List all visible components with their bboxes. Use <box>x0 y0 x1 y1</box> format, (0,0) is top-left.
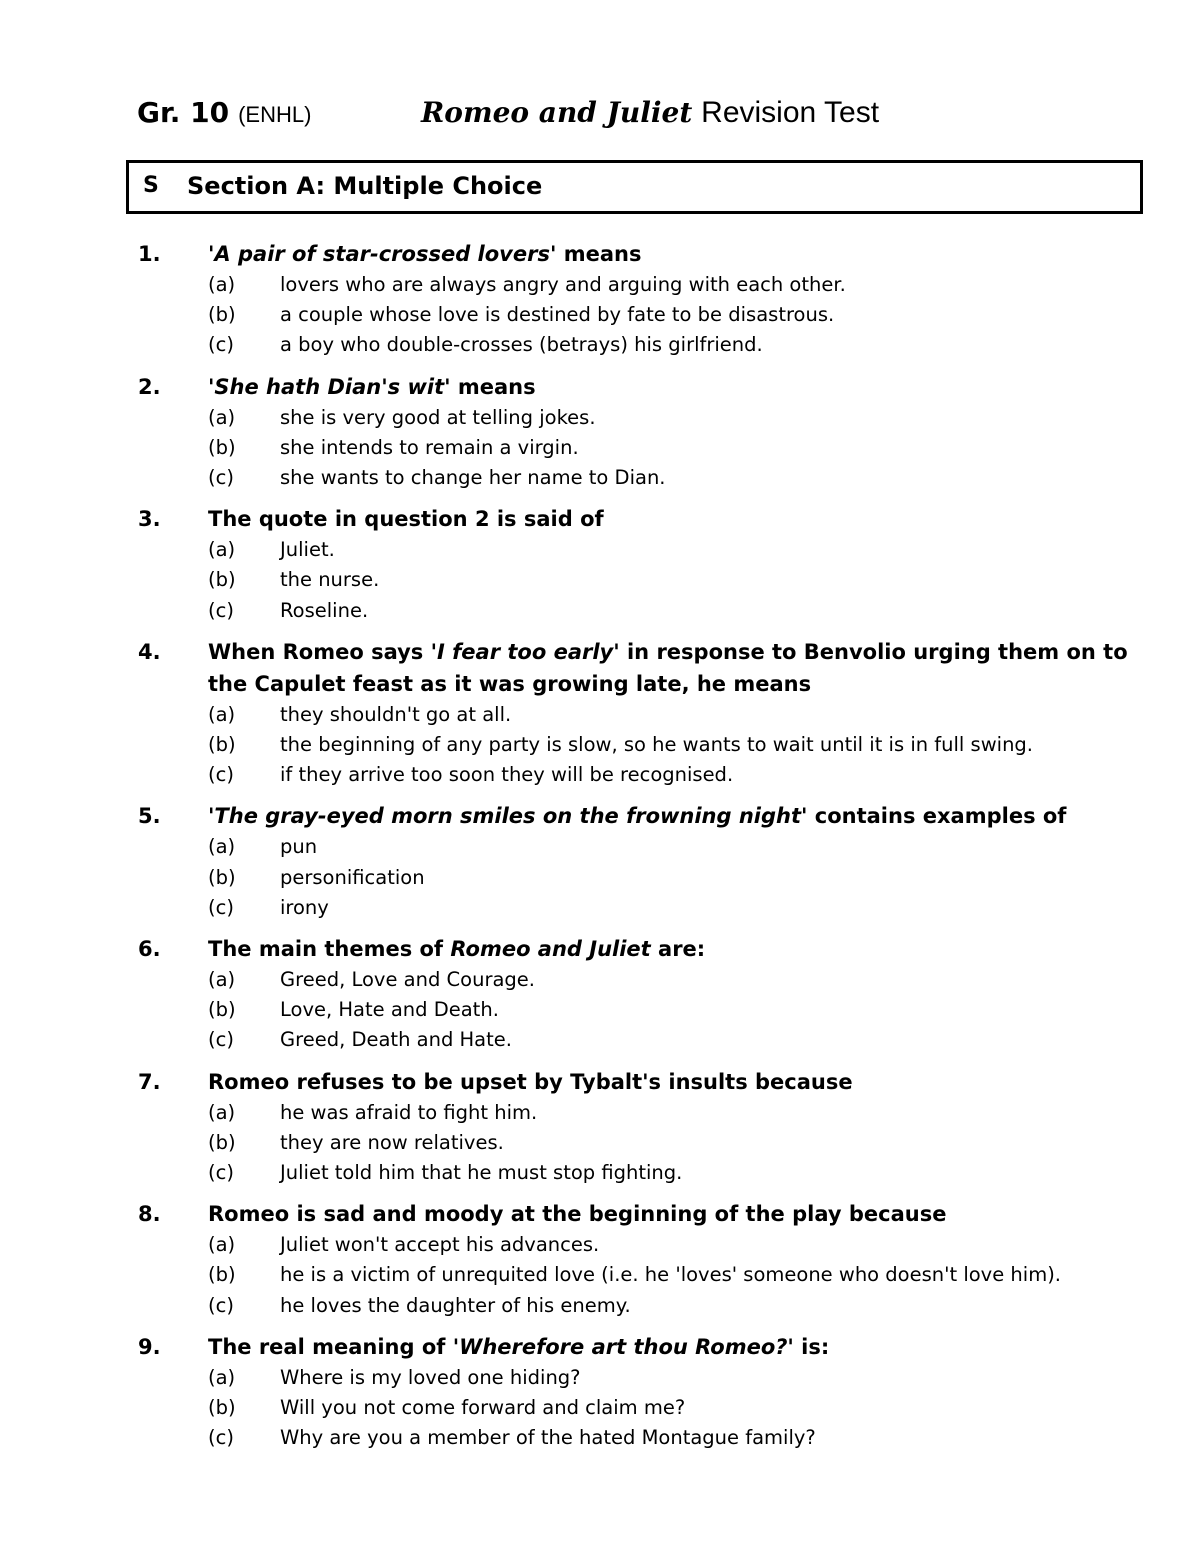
question-item <box>138 371 1138 494</box>
question-heading <box>138 371 1138 403</box>
option-text: pun <box>280 835 318 859</box>
option-label: (c) <box>208 1293 234 1317</box>
option-label: (c) <box>208 763 234 787</box>
question-text <box>208 1066 1138 1098</box>
option-text: Where is my loved one hiding? <box>280 1365 581 1389</box>
question-number: 8. <box>138 1202 161 1227</box>
option-label: (c) <box>208 1426 234 1450</box>
question-item <box>138 1331 1138 1454</box>
option-label: (a) <box>208 273 236 296</box>
answer-option <box>138 1260 1138 1290</box>
question-heading <box>138 1066 1138 1098</box>
option-label: (c) <box>208 333 234 357</box>
section-title: Section A: Multiple Choice <box>187 172 543 200</box>
answer-option <box>138 270 1138 300</box>
question-text <box>208 371 1138 403</box>
answer-option <box>138 863 1138 893</box>
answer-option <box>138 403 1138 433</box>
question-heading <box>138 238 1138 270</box>
question-number: 4. <box>138 639 161 664</box>
grade-label <box>137 96 311 129</box>
question-heading <box>138 503 1138 535</box>
question-number: 5. <box>138 804 161 829</box>
question-text <box>208 933 1138 965</box>
answer-option <box>138 330 1138 360</box>
option-text: irony <box>280 895 329 919</box>
question-number: 6. <box>138 937 161 962</box>
answer-option <box>138 565 1138 595</box>
question-item <box>138 238 1138 361</box>
option-label: (b) <box>208 1130 236 1154</box>
option-label: (c) <box>208 598 234 622</box>
question-item <box>138 933 1138 1056</box>
answer-option <box>138 535 1138 565</box>
question-text <box>208 503 1138 535</box>
question-heading <box>138 636 1138 700</box>
question-heading <box>138 933 1138 965</box>
title-rest: Revision Test <box>701 96 880 129</box>
answer-option <box>138 832 1138 862</box>
answer-option <box>138 596 1138 626</box>
option-text: if they arrive too soon they will be recognised. <box>280 763 734 787</box>
option-label: (a) <box>208 405 236 429</box>
answer-option <box>138 1423 1138 1453</box>
option-text: a boy who double-crosses (betrays) his girlfriend. <box>280 333 763 357</box>
answer-option <box>138 1098 1138 1128</box>
answer-option <box>138 760 1138 790</box>
question-quote: Romeo and Juliet <box>450 937 651 962</box>
question-quote: 'The gray-eyed morn smiles on the frowning night' <box>208 804 808 829</box>
answer-option <box>138 893 1138 923</box>
question-text <box>208 800 1138 832</box>
option-label: (a) <box>208 835 236 859</box>
option-text: Why are you a member of the hated Montague family? <box>280 1426 816 1450</box>
question-text <box>208 238 1138 270</box>
answer-option <box>138 1393 1138 1423</box>
option-label: (a) <box>208 538 236 562</box>
question-item <box>138 800 1138 923</box>
question-text <box>208 1198 1138 1230</box>
question-quote: 'Wherefore art thou Romeo?' <box>452 1334 794 1359</box>
question-text <box>208 1331 1138 1363</box>
question-text-part: contains examples of <box>807 804 1067 829</box>
option-text: they are now relatives. <box>280 1130 504 1154</box>
option-text: the beginning of any party is slow, so he wants to wait until it is in full swing. <box>280 733 1034 757</box>
option-label: (b) <box>208 733 236 757</box>
option-label: (a) <box>208 702 236 726</box>
option-label: (b) <box>208 865 236 889</box>
option-label: (c) <box>208 466 234 490</box>
question-number: 2. <box>138 374 161 399</box>
question-heading <box>138 800 1138 832</box>
option-label: (b) <box>208 568 236 592</box>
question-text-part: The main themes of <box>208 937 451 962</box>
question-number: 3. <box>138 507 161 532</box>
option-label: (a) <box>208 1100 236 1124</box>
answer-option <box>138 1230 1138 1260</box>
question-text-part: is: <box>793 1334 830 1359</box>
question-quote: 'A pair of star-crossed lovers' <box>208 242 557 266</box>
question-text-part: The quote in question 2 is said of <box>208 507 604 532</box>
grade-text: Gr. 10 <box>137 96 230 129</box>
page-header <box>137 96 1137 136</box>
section-heading-box <box>126 160 1143 214</box>
question-text-part: in response to Benvolio urging them on to the Capulet feast as it was growing late, he means <box>208 639 1128 696</box>
option-text: Juliet won't accept his advances. <box>280 1233 600 1257</box>
grade-suffix: (ENHL) <box>238 102 312 127</box>
question-item <box>138 1198 1138 1321</box>
option-text: Greed, Love and Courage. <box>280 968 535 992</box>
option-text: Juliet told him that he must stop fighting. <box>280 1161 683 1185</box>
question-heading <box>138 1331 1138 1363</box>
question-number: 9. <box>138 1334 161 1359</box>
answer-option <box>138 463 1138 493</box>
question-quote: 'I fear too early' <box>430 639 620 664</box>
option-text: the nurse. <box>280 568 380 592</box>
question-item <box>138 636 1138 791</box>
answer-option <box>138 730 1138 760</box>
option-text: lovers who are always angry and arguing with each other. <box>280 273 846 296</box>
question-list <box>138 238 1138 1463</box>
option-text: Greed, Death and Hate. <box>280 1028 512 1052</box>
answer-option <box>138 965 1138 995</box>
option-label: (a) <box>208 1233 236 1257</box>
option-text: he loves the daughter of his enemy. <box>280 1293 631 1317</box>
option-label: (b) <box>208 1396 236 1420</box>
option-text: Will you not come forward and claim me? <box>280 1396 686 1420</box>
option-text: he was afraid to fight him. <box>280 1100 538 1124</box>
question-heading <box>138 1198 1138 1230</box>
question-text-part: Romeo refuses to be upset by Tybalt's insults because <box>208 1069 853 1094</box>
question-quote: 'She hath Dian's wit' <box>208 374 451 399</box>
option-label: (c) <box>208 895 234 919</box>
option-label: (c) <box>208 1161 234 1185</box>
option-text: a couple whose love is destined by fate to be disastrous. <box>280 303 835 327</box>
option-text: she wants to change her name to Dian. <box>280 466 666 490</box>
option-text: he is a victim of unrequited love (i.e. he 'loves' someone who doesn't love him). <box>280 1263 1061 1287</box>
page-title <box>421 96 879 130</box>
option-text: Juliet. <box>280 538 335 562</box>
question-text-part: are: <box>650 937 706 962</box>
option-label: (b) <box>208 303 236 327</box>
option-label: (c) <box>208 1028 234 1052</box>
question-text <box>208 636 1138 700</box>
option-text: she is very good at telling jokes. <box>280 405 596 429</box>
question-text-part: means <box>556 242 642 266</box>
option-label: (b) <box>208 1263 236 1287</box>
question-number: 7. <box>138 1069 161 1094</box>
question-text-part: The real meaning of <box>208 1334 453 1359</box>
option-label: (a) <box>208 968 236 992</box>
option-text: she intends to remain a virgin. <box>280 435 579 459</box>
question-number: 1. <box>138 242 161 266</box>
answer-option <box>138 433 1138 463</box>
answer-option <box>138 1158 1138 1188</box>
answer-option <box>138 1363 1138 1393</box>
question-item <box>138 503 1138 626</box>
answer-option <box>138 1128 1138 1158</box>
option-label: (a) <box>208 1365 236 1389</box>
option-text: Roseline. <box>280 598 369 622</box>
answer-option <box>138 300 1138 330</box>
option-label: (b) <box>208 435 236 459</box>
answer-option <box>138 1291 1138 1321</box>
question-text-part: means <box>450 374 536 399</box>
option-label: (b) <box>208 998 236 1022</box>
question-text-part: Romeo is sad and moody at the beginning of the play because <box>208 1202 947 1227</box>
question-text-part: When Romeo says <box>208 639 431 664</box>
answer-option <box>138 995 1138 1025</box>
option-text: Love, Hate and Death. <box>280 998 499 1022</box>
answer-option <box>138 700 1138 730</box>
option-text: personification <box>280 865 425 889</box>
option-text: they shouldn't go at all. <box>280 702 512 726</box>
play-title: Romeo and Juliet <box>421 96 693 129</box>
question-item <box>138 1066 1138 1189</box>
section-symbol: S <box>143 173 159 198</box>
answer-option <box>138 1025 1138 1055</box>
